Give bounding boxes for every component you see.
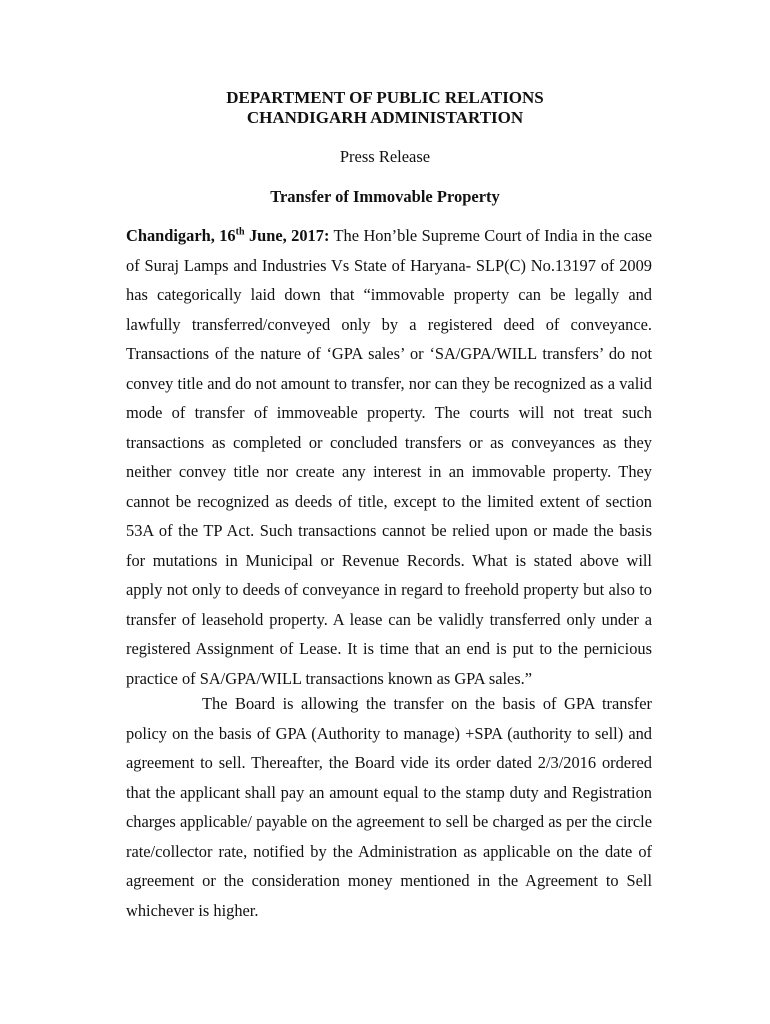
- dateline-city-day: Chandigarh, 16: [126, 226, 236, 245]
- dateline-day-suffix: th: [235, 226, 245, 238]
- dateline: [126, 226, 329, 245]
- administration-heading: CHANDIGARH ADMINISTARTION: [246, 108, 524, 127]
- second-paragraph: The Board is allowing the transfer on the basis of GPA transfer policy on the basis of GPA (Authority to manage) +SPA (authority to sell) and agreement to sell. Thereafter, the Board vide its order dated 2/3/2016 ordered that the applicant shall pay an amount equal to the stamp duty and Registration charges applicable/ payable on the agreement to sell be charged as per the circle rate/collector rate, notified by the Administration as applicable on the date of agreement or the consideration money mentioned in the Agreement to Sell whichever is higher.: [126, 694, 652, 920]
- first-paragraph-text: The Hon’ble Supreme Court of India in the case of Suraj Lamps and Industries Vs State of Haryana- SLP(C) No.13197 of 2009 has categorically laid down that “immovable property can be legally and lawfully transferred/conveyed only by a registered deed of conveyance. Transactions of the nature of ‘GPA sales’ or ‘SA/GPA/WILL transfers’ do not convey title and do not amount to transfer, nor can they be recognized as a valid mode of transfer of immoveable property. The courts will not treat such transactions as completed or concluded transfers or as conveyances as they neither convey title nor create any interest in an immovable property. They cannot be recognized as deeds of title, except to the limited extent of section 53A of the TP Act. Such transactions cannot be relied upon or made the basis for mutations in Municipal or Revenue Records. What is stated above will apply not only to deeds of conveyance in regard to freehold property but also to transfer of leasehold property. A lease can be validly transferred only under a registered Assignment of Lease. It is time that an end is put to the pernicious practice of SA/GPA/WILL transactions known as GPA sales.”: [126, 226, 652, 688]
- department-heading: DEPARTMENT OF PUBLIC RELATIONS: [226, 88, 544, 107]
- dateline-month-year: June, 2017:: [244, 226, 330, 245]
- press-release-label: Press Release: [339, 147, 431, 166]
- first-paragraph: [126, 221, 652, 693]
- subject-title: Transfer of Immovable Property: [270, 187, 500, 206]
